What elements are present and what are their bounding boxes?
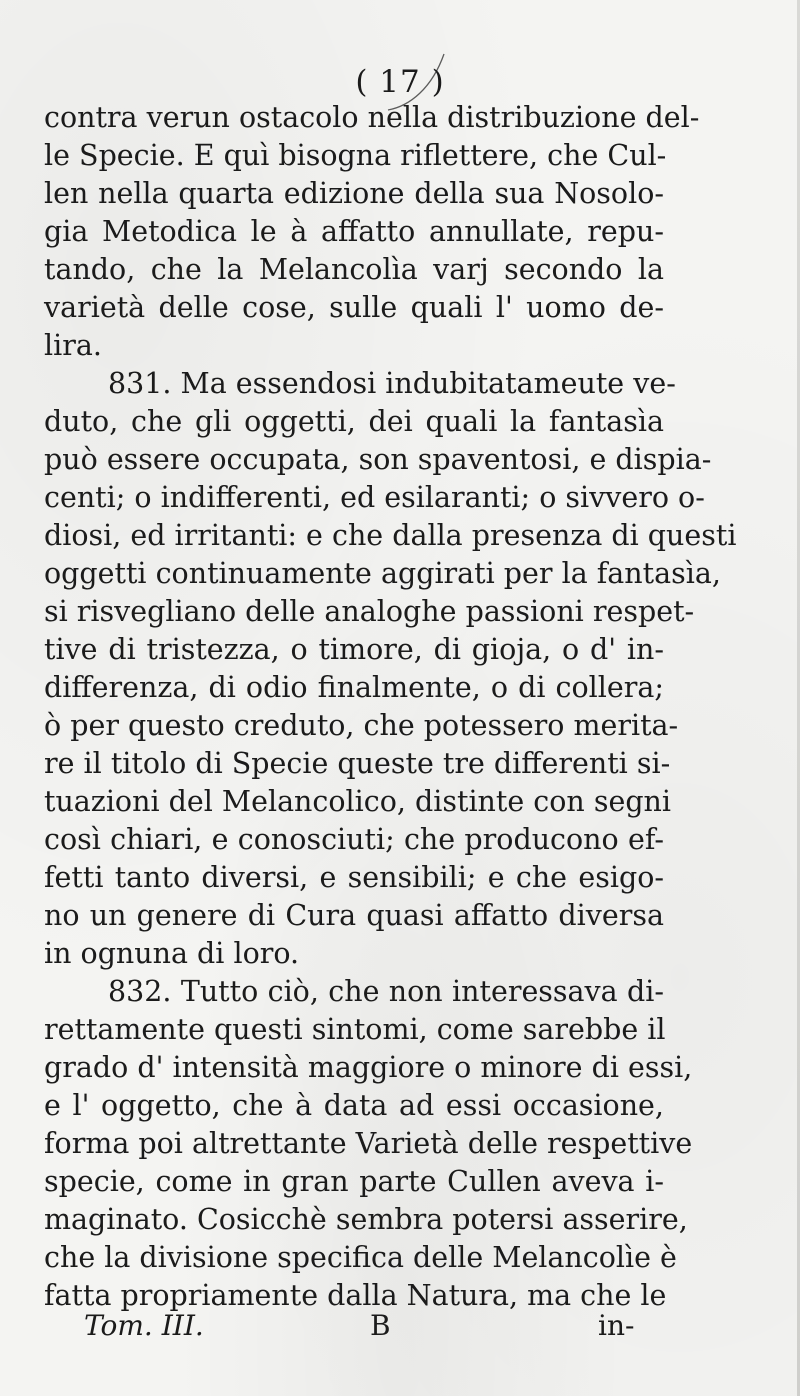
text-line: maginato. Cosicchè sembra potersi asserire,	[44, 1203, 688, 1236]
text-line: tuazioni del Melancolico, distinte con segni	[44, 785, 672, 818]
catchword: in-	[598, 1309, 635, 1342]
text-line: specie, come in gran parte Cullen aveva i-	[44, 1165, 664, 1198]
text-line: contra verun ostacolo nella distribuzione del-	[44, 101, 700, 134]
text-line: e l' oggetto, che à data ad essi occasione,	[44, 1089, 664, 1122]
page-footer	[0, 1306, 800, 1346]
text-line: così chiari, e conosciuti; che producono ef-	[44, 823, 664, 856]
text-line: in ognuna di loro.	[44, 937, 300, 970]
text-line: gia Metodica le à affatto annullate, repu-	[44, 215, 664, 248]
text-line: centi; o indifferenti, ed esilaranti; o sivvero o-	[44, 481, 705, 514]
page-number: ( 17 )	[355, 64, 445, 100]
text-line: può essere occupata, son spaventosi, e dispia-	[44, 443, 712, 476]
text-line: no un genere di Cura quasi affatto diversa	[44, 899, 664, 932]
paragraph-831-first-line: 831. Ma essendosi indubitatameute ve-	[108, 367, 676, 400]
text-line: che la divisione specifica delle Melancolìe è	[44, 1241, 677, 1274]
text-line: re il titolo di Specie queste tre differenti si-	[44, 747, 671, 780]
volume-mark: Tom. III.	[84, 1309, 204, 1342]
text-line: forma poi altrettante Varietà delle respettive	[44, 1127, 693, 1160]
paragraph-832-first-line: 832. Tutto ciò, che non interessava di-	[108, 975, 664, 1008]
text-line: len nella quarta edizione della sua Nosolo-	[44, 177, 664, 210]
text-line: le Specie. E quì bisogna riflettere, che Cul-	[44, 139, 667, 172]
gathering-signature: B	[370, 1309, 391, 1342]
text-line: tando, che la Melancolìa varj secondo la	[44, 253, 664, 286]
text-line: varietà delle cose, sulle quali l' uomo de-	[44, 291, 664, 324]
text-line: si risvegliano delle analoghe passioni respet-	[44, 595, 695, 628]
text-line: diosi, ed irritanti: e che dalla presenza di questi	[44, 519, 737, 552]
text-line: tive di tristezza, o timore, di gioja, o d' in-	[44, 633, 664, 666]
text-line: duto, che gli oggetti, dei quali la fantasìa	[44, 405, 664, 438]
text-line: differenza, di odio finalmente, o di collera;	[44, 671, 664, 704]
text-line: fatta propriamente dalla Natura, ma che le	[44, 1279, 667, 1312]
text-line: rettamente questi sintomi, come sarebbe il	[44, 1013, 666, 1046]
text-line: lira.	[44, 329, 102, 362]
text-line: fetti tanto diversi, e sensibili; e che esigo-	[44, 861, 664, 894]
text-line: grado d' intensità maggiore o minore di essi,	[44, 1051, 693, 1084]
text-line: ò per questo creduto, che potessero merita-	[44, 709, 679, 742]
text-line: oggetti continuamente aggirati per la fantasìa,	[44, 557, 721, 590]
